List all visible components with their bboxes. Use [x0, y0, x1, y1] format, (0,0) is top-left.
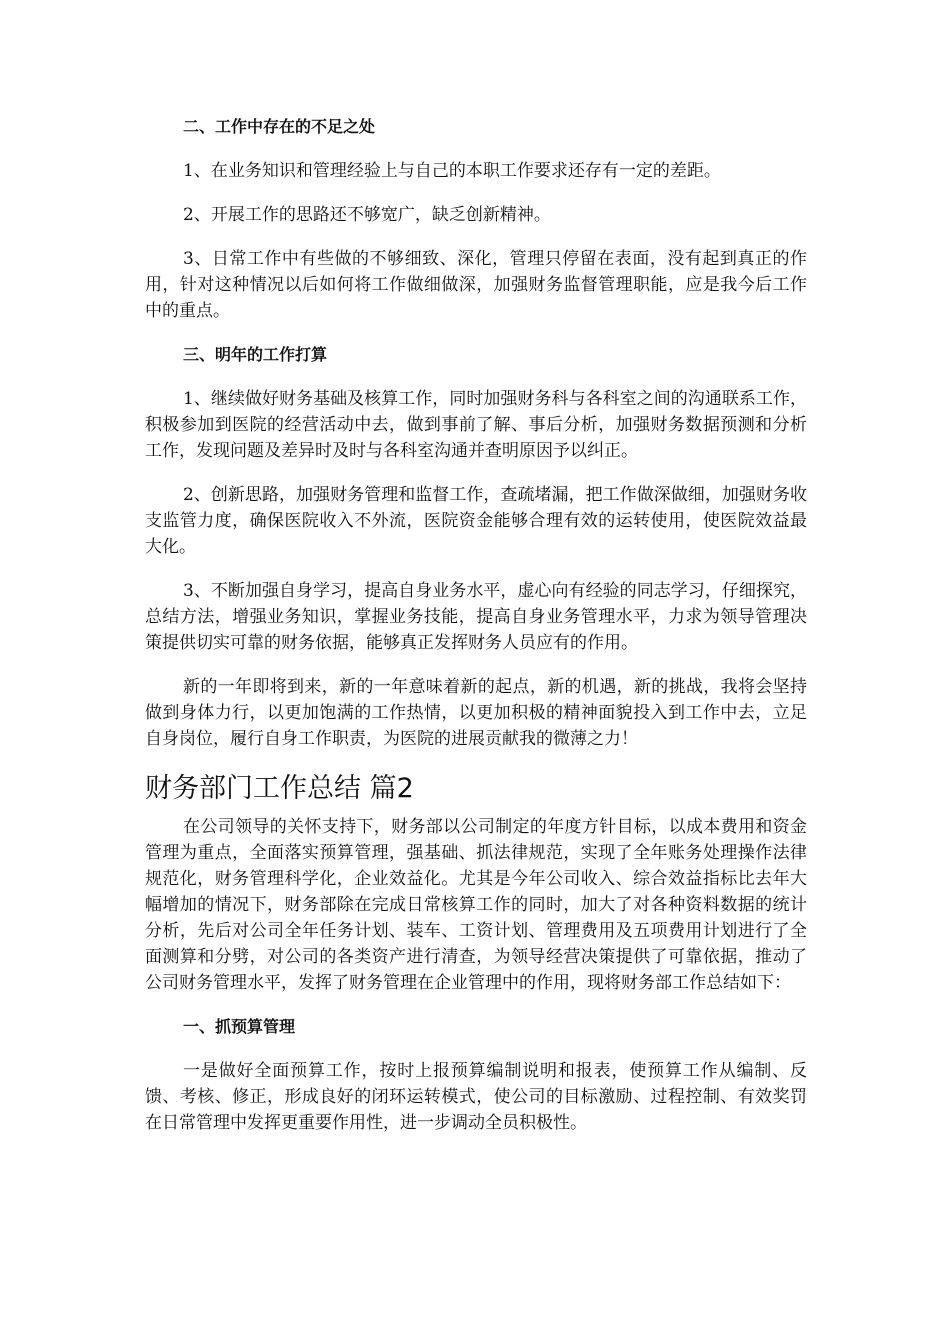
paragraph: 2、开展工作的思路还不够宽广，缺乏创新精神。: [183, 205, 551, 225]
article-title: 财务部门工作总结 篇2: [145, 773, 414, 804]
intro-paragraph: 在公司领导的关怀支持下，财务部以公司制定的年度方针目标，以成本费用和资金管理为重点，全面落实预算管理，强基础、抓法律规范，实现了全年账务处理操作法律规范化，财务管理科学化，企业效益化。尤其是今年公司收入、综合效益指标比去年大幅增加的情况下，财务部除在完成日常核算工作的同时，加大了对各种资料数据的统计分析，先后对公司全年任务计划、装车、工资计划、管理费用及五项费用计划进行了全面测算和分劈，对公司的各类资产进行清查，为领导经营决策提供了可靠依据，推动了公司财务管理水平，发挥了财务管理在企业管理中的作用，现将财务部工作总结如下：: [145, 817, 807, 993]
paragraph: 3、日常工作中有些做的不够细致、深化，管理只停留在表面，没有起到真正的作用，针对这种情况以后如何将工作做细做深，加强财务监督管理职能，应是我今后工作中的重点。: [145, 249, 807, 321]
paragraph: 一是做好全面预算工作，按时上报预算编制说明和报表，使预算工作从编制、反馈、考核、修正，形成良好的闭环运转模式，使公司的目标激励、过程控制、有效奖罚在日常管理中发挥更重要作用性，进一步调动全员积极性。: [145, 1061, 807, 1133]
document-page: [145, 114, 807, 1154]
section-heading-shortcomings: 二、工作中存在的不足之处: [183, 117, 376, 136]
section-heading-next-year-plan: 三、明年的工作打算: [183, 345, 328, 364]
paragraph: 2、创新思路，加强财务管理和监督工作，查疏堵漏，把工作做深做细，加强财务收支监管力度，确保医院收入不外流，医院资金能够合理有效的运转使用，使医院效益最大化。: [145, 485, 807, 557]
closing-paragraph: 新的一年即将到来，新的一年意味着新的起点，新的机遇，新的挑战，我将会坚持做到身体力行，以更加饱满的工作热情，以更加积极的精神面貌投入到工作中去，立足自身岗位，履行自身工作职责，为医院的进展贡献我的微薄之力！: [145, 677, 807, 749]
paragraph: 3、不断加强自身学习，提高自身业务水平，虚心向有经验的同志学习，仔细探究，总结方法，增强业务知识，掌握业务技能，提高自身业务管理水平，力求为领导管理决策提供切实可靠的财务依据，能够真正发挥财务人员应有的作用。: [145, 581, 807, 653]
paragraph: 1、继续做好财务基础及核算工作，同时加强财务科与各科室之间的沟通联系工作，积极参加到医院的经营活动中去，做到事前了解、事后分析，加强财务数据预测和分析工作，发现问题及差异时及时与各科室沟通并查明原因予以纠正。: [145, 389, 807, 461]
paragraph: 1、在业务知识和管理经验上与自己的本职工作要求还存有一定的差距。: [183, 161, 721, 181]
section-heading-budget-management: 一、抓预算管理: [183, 1017, 296, 1036]
